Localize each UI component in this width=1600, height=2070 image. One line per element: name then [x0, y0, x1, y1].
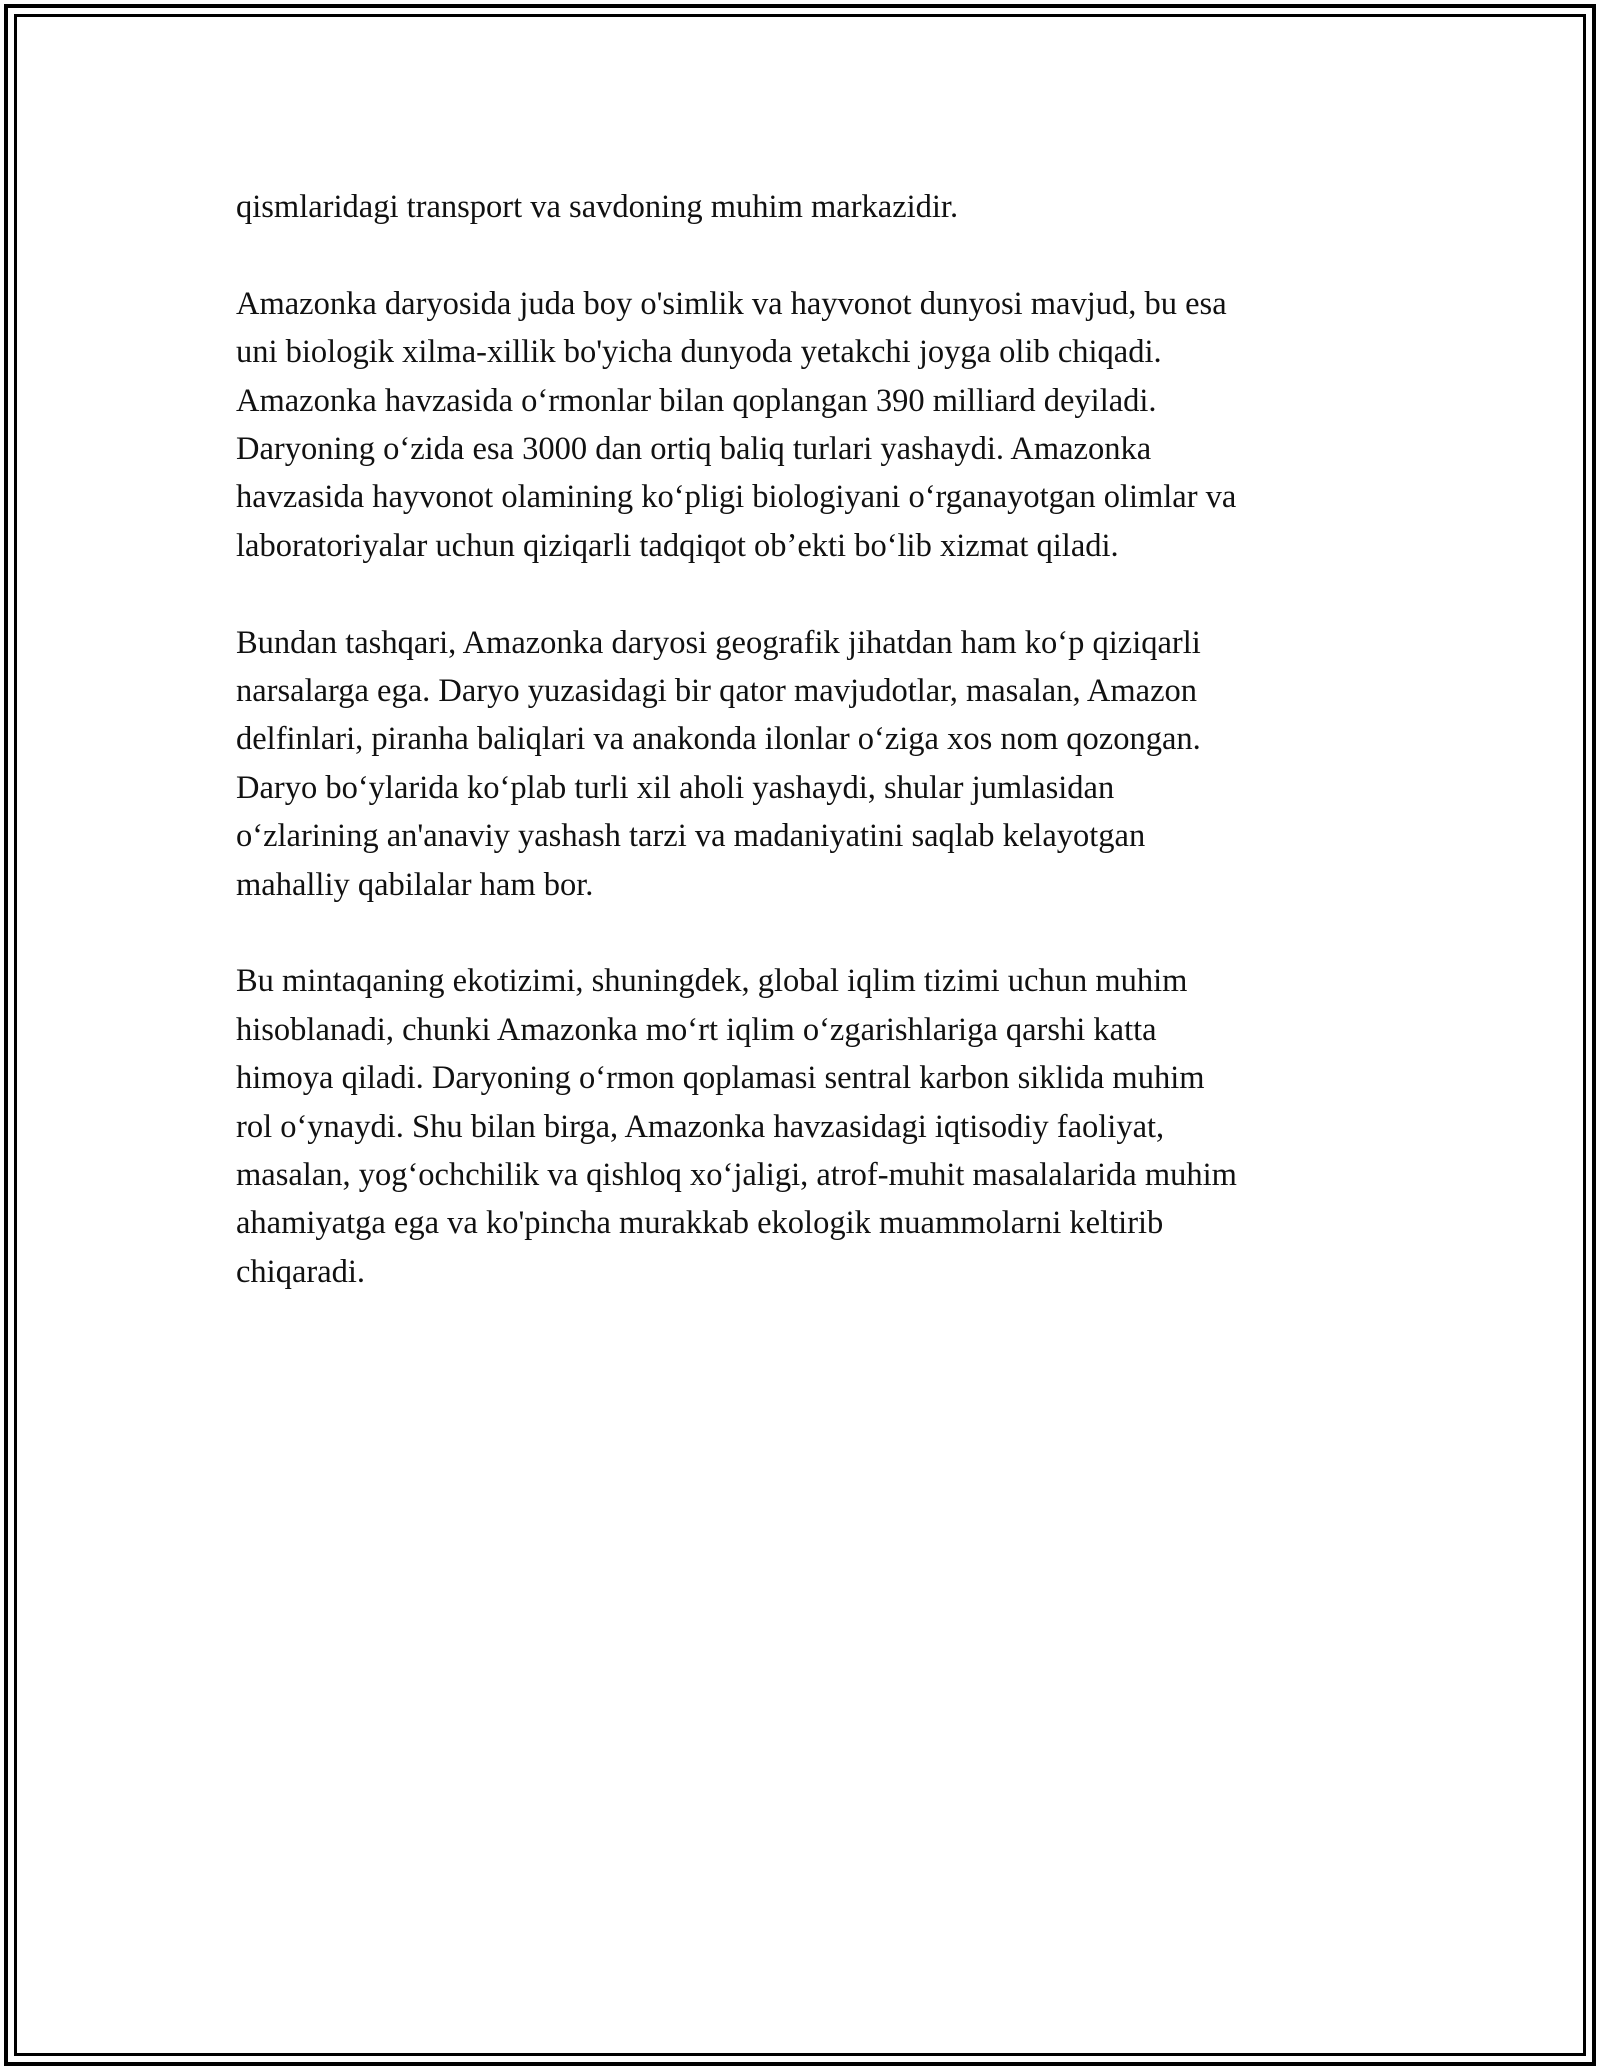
text-line: delfinlari, piranha baliqlari va anakonda ilonlar oʻziga xos nom qozongan.: [236, 721, 1201, 758]
paragraph-3: [236, 619, 1396, 909]
text-line: Amazonka daryosida juda boy o'simlik va hayvonot dunyosi mavjud, bu esa: [236, 285, 1227, 322]
paragraph-4: [236, 957, 1396, 1296]
text-line: Amazonka havzasida oʻrmonlar bilan qoplangan 390 milliard deyiladi.: [236, 382, 1157, 419]
text-line: rol oʻynaydi. Shu bilan birga, Amazonka havzasidagi iqtisodiy faoliyat,: [236, 1108, 1165, 1145]
text-line: himoya qiladi. Daryoning oʻrmon qoplamasi sentral karbon siklida muhim: [236, 1060, 1205, 1097]
paragraph-1: [236, 183, 1396, 231]
text-line: chiqaradi.: [236, 1253, 366, 1290]
paragraph-2: [236, 280, 1396, 570]
text-line: mahalliy qabilalar ham bor.: [236, 866, 594, 903]
text-line: uni biologik xilma-xillik bo'yicha dunyoda yetakchi joyga olib chiqadi.: [236, 334, 1162, 371]
text-line: Bundan tashqari, Amazonka daryosi geografik jihatdan ham koʻp qiziqarli: [236, 624, 1201, 661]
text-line: ahamiyatga ega va ko'pincha murakkab ekologik muammolarni keltirib: [236, 1205, 1164, 1242]
text-line: narsalarga ega. Daryo yuzasidagi bir qator mavjudotlar, masalan, Amazon: [236, 673, 1198, 710]
text-line: oʻzlarining an'anaviy yashash tarzi va madaniyatini saqlab kelayotgan: [236, 818, 1146, 855]
text-line: Bu mintaqaning ekotizimi, shuningdek, global iqlim tizimi uchun muhim: [236, 963, 1188, 1000]
text-line: qismlaridagi transport va savdoning muhim markazidir.: [236, 189, 959, 225]
text-line: Daryo boʻylarida koʻplab turli xil aholi yashaydi, shular jumlasidan: [236, 769, 1115, 806]
text-line: laboratoriyalar uchun qiziqarli tadqiqot obʼekti boʻlib xizmat qiladi.: [236, 527, 1119, 564]
document-body: [236, 183, 1396, 1345]
text-line: masalan, yogʻochchilik va qishloq xoʻjaligi, atrof-muhit masalalarida muhim: [236, 1157, 1237, 1194]
text-line: havzasida hayvonot olamining koʻpligi biologiyani oʻrganayotgan olimlar va: [236, 479, 1237, 516]
text-line: Daryoning oʻzida esa 3000 dan ortiq baliq turlari yashaydi. Amazonka: [236, 431, 1152, 468]
text-line: hisoblanadi, chunki Amazonka moʻrt iqlim oʻzgarishlariga qarshi katta: [236, 1011, 1157, 1048]
